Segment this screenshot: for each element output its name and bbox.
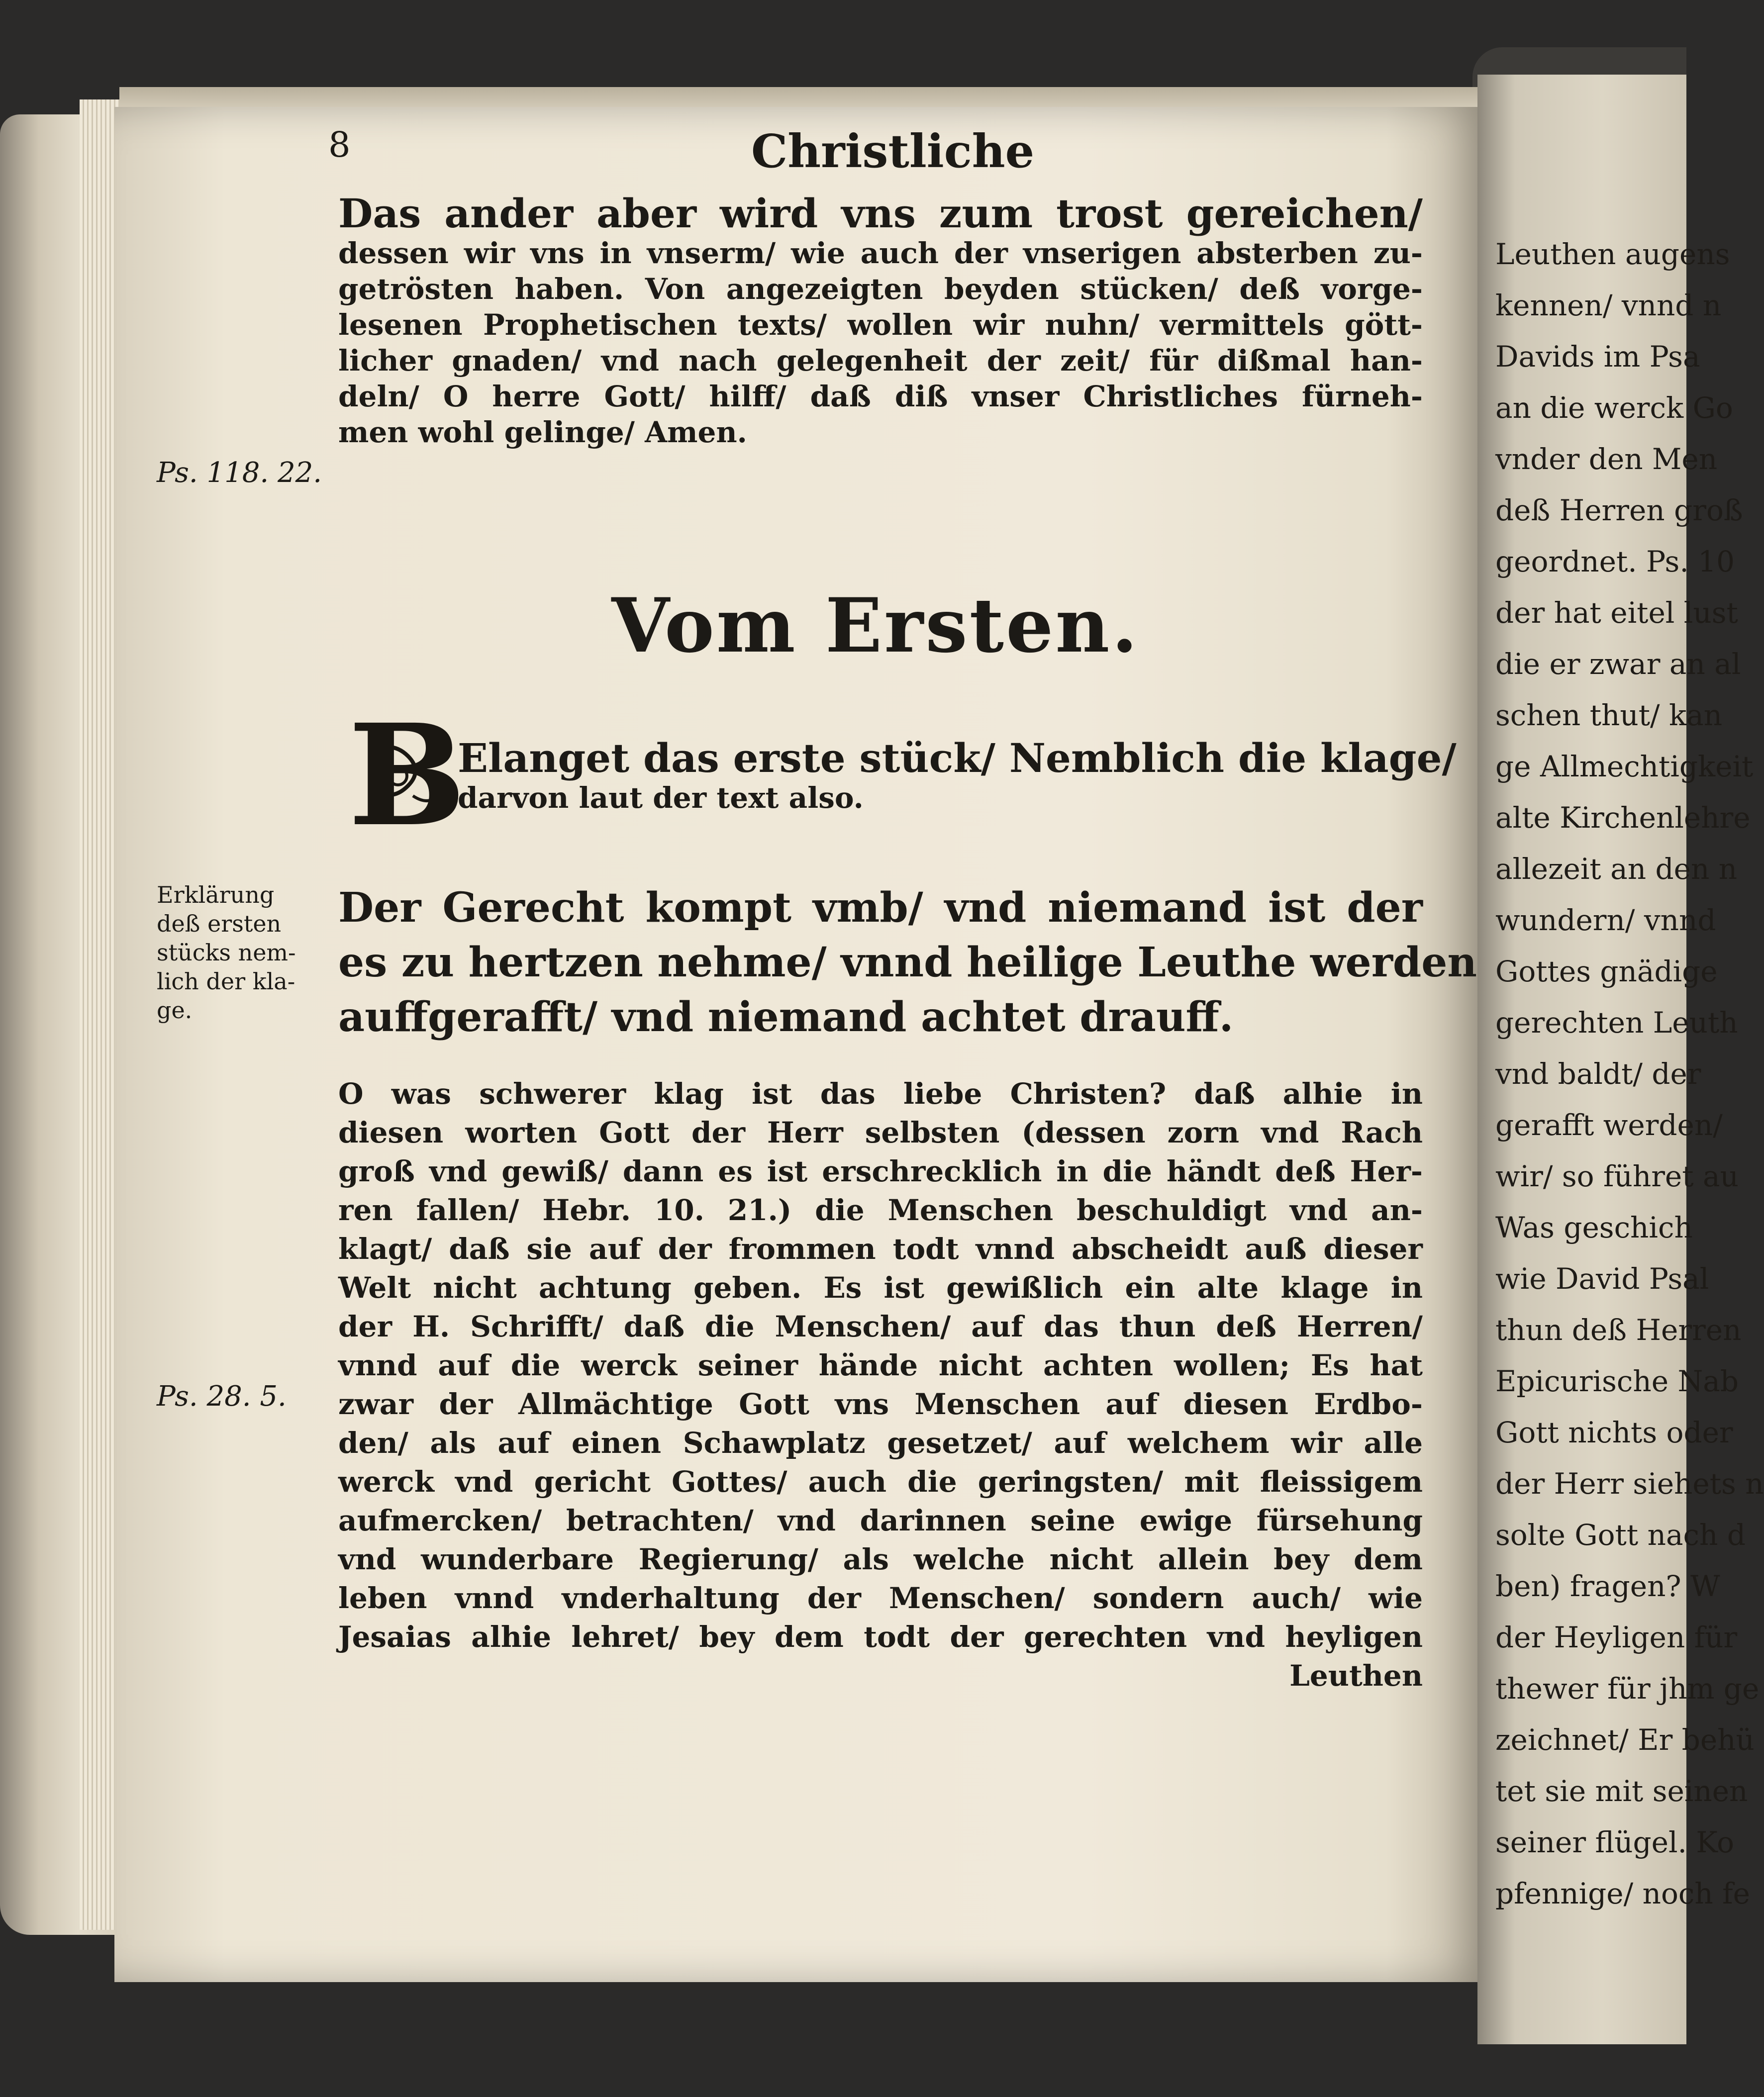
- text-line: dessen wir vns in vnserm/ wie auch der vnserigen absterben zu-: [338, 236, 1423, 270]
- facing-page-line: deß Herren groß: [1495, 493, 1743, 527]
- facing-page-line: die er zwar an al: [1495, 647, 1741, 681]
- facing-page-line: pfennige/ noch fe: [1495, 1877, 1750, 1910]
- text-line: O was schwerer klag ist das liebe Christen? daß alhie in: [338, 1077, 1423, 1111]
- facing-page-line: schen thut/ kan: [1495, 698, 1723, 732]
- facing-page-line: wundern/ vnnd: [1495, 903, 1716, 937]
- catchword: Leuthen: [1289, 1659, 1423, 1693]
- initial-letter: B: [348, 694, 466, 858]
- text-line: lesenen Prophetischen texts/ wollen wir nuhn/ vermittels gött-: [338, 308, 1423, 342]
- margin-gloss: [157, 880, 296, 1025]
- gloss-line: lich der kla-: [157, 968, 295, 995]
- text-line: vnnd auf die werck seiner hände nicht achten wollen; Es hat: [338, 1348, 1423, 1382]
- facing-page-line: ben) fragen? W: [1495, 1569, 1720, 1603]
- running-head: [328, 124, 1423, 184]
- text-line: ren fallen/ Hebr. 10. 21.) die Menschen beschuldigt vnd an-: [338, 1193, 1423, 1227]
- text-line: Welt nicht achtung geben. Es ist gewißlich ein alte klage in: [338, 1271, 1423, 1305]
- intro-lines: [458, 735, 1457, 816]
- section-heading: Vom Ersten.: [611, 582, 1140, 669]
- text-line: klagt/ daß sie auf der frommen todt vnnd abscheidt auß dieser: [338, 1232, 1423, 1266]
- facing-page-line: Davids im Psa: [1495, 340, 1700, 374]
- text-line: den/ als auf einen Schawplatz gesetzet/ auf welchem wir alle: [338, 1426, 1423, 1460]
- facing-page-line: der hat eitel lust: [1495, 596, 1738, 630]
- gloss-line: Erklärung: [157, 881, 275, 908]
- text-line: men wohl gelinge/ Amen.: [338, 415, 747, 449]
- text-line: diesen worten Gott der Herr selbsten (dessen zorn vnd Rach: [338, 1116, 1423, 1149]
- facing-page-line: solte Gott nach d: [1495, 1518, 1746, 1552]
- gloss-line: stücks nem-: [157, 939, 296, 966]
- text-line: Elanget das erste stück/ Nemblich die klage/: [458, 735, 1457, 781]
- margin-reference: Ps. 118. 22.: [157, 457, 322, 489]
- facing-page-line: gerafft werden/: [1495, 1108, 1723, 1142]
- facing-page-line: Gott nichts oder: [1495, 1416, 1733, 1449]
- quote-line: Der Gerecht kompt vmb/ vnd niemand ist der: [338, 884, 1423, 932]
- facing-page-line: der Heyligen für: [1495, 1620, 1738, 1654]
- gloss-line: deß ersten: [157, 910, 282, 937]
- facing-page-line: wie David Psal: [1495, 1262, 1709, 1296]
- facing-page-line: ge Allmechtigkeit: [1495, 750, 1754, 783]
- facing-page-line: thun deß Herren: [1495, 1313, 1742, 1347]
- facing-page-line: vnd baldt/ der: [1495, 1057, 1701, 1091]
- facing-page-line: seiner flügel. Ko: [1495, 1825, 1735, 1859]
- page-number: 8: [328, 124, 351, 165]
- text-line: darvon laut der text also.: [458, 781, 864, 815]
- facing-page-line: zeichnet/ Er behü: [1495, 1723, 1755, 1757]
- facing-page-line: vnder den Men: [1495, 442, 1718, 476]
- text-line: vnd wunderbare Regierung/ als welche nicht allein bey dem: [338, 1542, 1423, 1576]
- running-title: Christliche: [751, 124, 1035, 178]
- text-line: Das ander aber wird vns zum trost gereichen/: [338, 190, 1423, 237]
- text-line: aufmercken/ betrachten/ vnd darinnen seine ewige fürsehung: [338, 1504, 1423, 1537]
- paragraph-1: [338, 191, 1423, 450]
- facing-page-line: Gottes gnädige: [1495, 954, 1718, 988]
- facing-page-line: geordnet. Ps. 10: [1495, 545, 1735, 578]
- facing-page-line: tet sie mit seinen: [1495, 1774, 1748, 1808]
- text-line: leben vnnd vnderhaltung der Menschen/ sondern auch/ wie: [338, 1581, 1423, 1615]
- facing-page-line: Epicurische Nab: [1495, 1364, 1739, 1398]
- quote-line: auffgerafft/ vnd niemand achtet drauff.: [338, 993, 1234, 1041]
- facing-page-line: wir/ so führet au: [1495, 1159, 1739, 1193]
- text-line: werck vnd gericht Gottes/ auch die geringsten/ mit fleissigem: [338, 1465, 1423, 1499]
- facing-page-line: alte Kirchenlehre: [1495, 801, 1751, 835]
- text-line: getrösten haben. Von angezeigten beyden stücken/ deß vorge-: [338, 272, 1423, 306]
- text-line: zwar der Allmächtige Gott vns Menschen auf diesen Erdbo-: [338, 1387, 1423, 1421]
- gloss-line: ge.: [157, 997, 193, 1024]
- facing-page-line: Leuthen augens: [1495, 237, 1730, 271]
- facing-page-line: der Herr siehets n: [1495, 1467, 1764, 1501]
- facing-page-line: kennen/ vnnd n: [1495, 288, 1722, 322]
- facing-page-line: gerechten Leuth: [1495, 1006, 1738, 1040]
- text-line: groß vnd gewiß/ dann es ist erschrecklich in die händt deß Her-: [338, 1154, 1423, 1188]
- margin-reference: Ps. 28. 5.: [157, 1380, 287, 1413]
- facing-page-line: allezeit an den n: [1495, 852, 1738, 886]
- facing-page-line: thewer für jhm ge: [1495, 1672, 1760, 1706]
- text-line: deln/ O herre Gott/ hilff/ daß diß vnser Christliches fürneh-: [338, 380, 1423, 413]
- text-line: der H. Schrifft/ daß die Menschen/ auf das thun deß Herren/: [338, 1310, 1423, 1343]
- quote-line: es zu hertzen nehme/ vnnd heilige Leuthe werden: [338, 939, 1477, 986]
- facing-page-line: Was geschich: [1495, 1211, 1693, 1244]
- text-line: Jesaias alhie lehret/ bey dem todt der gerechten vnd heyligen: [338, 1620, 1423, 1654]
- scripture-quote: [338, 880, 1477, 1045]
- decorated-initial: [343, 694, 468, 858]
- text-line: licher gnaden/ vnd nach gelegenheit der zeit/ für dißmal han-: [338, 344, 1423, 378]
- paragraph-2: [338, 1074, 1423, 1695]
- facing-page-line: an die werck Go: [1495, 391, 1733, 425]
